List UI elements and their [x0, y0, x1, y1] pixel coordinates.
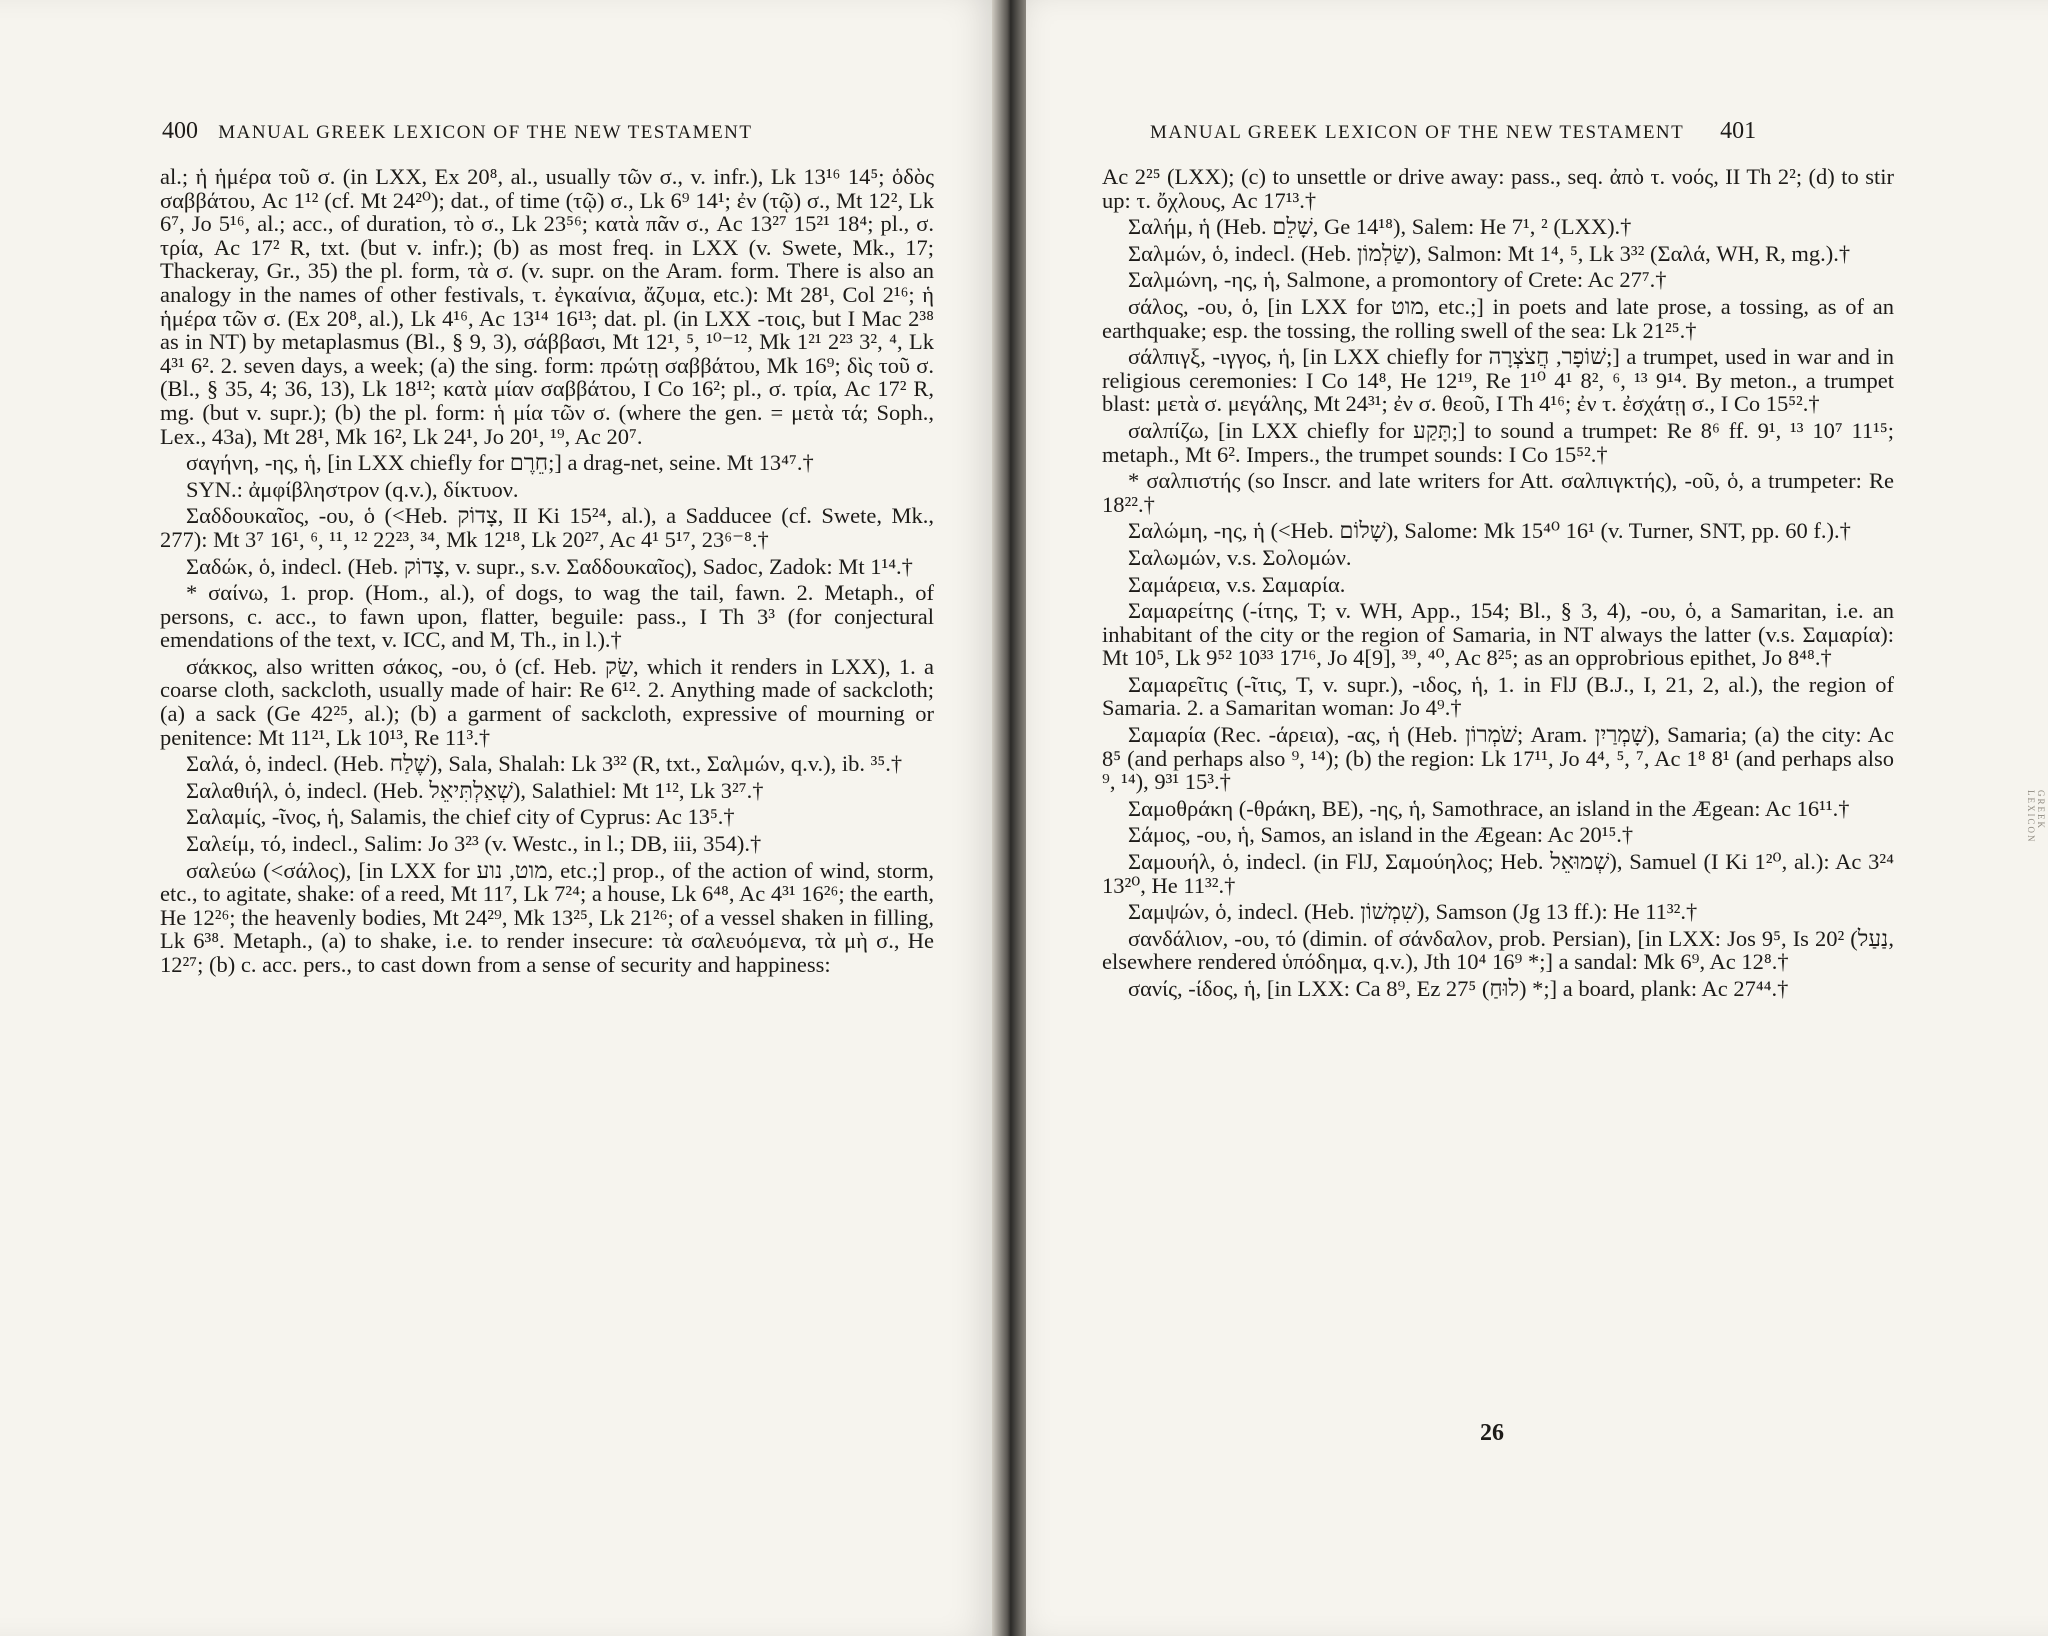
lexicon-entry: Σαμψών, ὁ, indecl. (Heb. שִׁמְשׁוֹן), Samson (Jg 13 ff.): He 11³².† — [1128, 899, 1698, 925]
lexicon-entry: Σαμαρία (Rec. -άρεια), -ας, ἡ (Heb. שֹׁמְרוֹן; Aram. שָׁמְרַיִן), Samaria; (a) the city: Ac 8⁵ (and perhaps also ⁹, ¹⁴); (b) the region: Lk 17¹¹, Jo 4⁴, ⁵, ⁷, Ac 1⁸ 8¹ (and perhaps also ⁹, ¹⁴), 9³¹ 15³.† — [1102, 722, 1895, 795]
spine-text: GREEK LEXICON — [2026, 790, 2046, 844]
lexicon-entry: σάλος, -ου, ὁ, [in LXX for מוט, etc.;] in poets and late prose, a tossing, as of an earthquake; esp. the tossing, the rolling swell of the sea: Lk 21²⁵.† — [1102, 293, 1894, 343]
lexicon-entry: σαγήνη, -ης, ἡ, [in LXX chiefly for חֵרֶם;] a drag-net, seine. Mt 13⁴⁷.† — [186, 450, 814, 476]
lexicon-entry: σαλεύω (<σάλος), [in LXX for מוט, נוע, etc.;] prop., of the action of wind, storm, etc., to agitate, shake: of a reed, Mt 11⁷, Lk 7²⁴; a house, Lk 6⁴⁸, Ac 4³¹ 16²⁶; the earth, He 12²⁶; the heavenly bodies, Mt 24²⁹, Mk 13²⁵, Lk 21²⁶; of a vessel shaken in filling, Lk 6³⁸. Metaph., (a) to shake, i.e. to render insecure: τὰ σαλευόμενα, τὰ μὴ σ., He 12²⁷; (b) c. acc. pers., to cast down from a sense of security and happiness: — [160, 857, 934, 977]
lexicon-entry: Σαλαθιήλ, ὁ, indecl. (Heb. שְׁאַלְתִּיאֵל), Salathiel: Mt 1¹², Lk 3²⁷.† — [186, 777, 764, 803]
left-page-number: 400 — [162, 118, 198, 144]
lexicon-entry: Σάμος, -ου, ἡ, Samos, an island in the Ægean: Ac 20¹⁵.† — [1128, 822, 1634, 848]
lexicon-entry: Σαμάρεια, v.s. Σαμαρία. — [1128, 571, 1346, 597]
lexicon-entry: Σαλμώνη, -ης, ἡ, Salmone, a promontory of Crete: Ac 27⁷.† — [1128, 267, 1667, 293]
lexicon-entry: σανδάλιον, -ου, τό (dimin. of σάνδαλον, prob. Persian), [in LXX: Jos 9⁵, Is 20² (נַעַל, elsewhere rendered ὑπόδημα, q.v.), Jth 10⁴ 16⁹ *;] a sandal: Mk 6⁹, Ac 12⁸.† — [1102, 925, 1894, 975]
lexicon-entry: σάκκος, also written σάκος, -ου, ὁ (cf. Heb. שַׂק, which it renders in LXX), 1. a coarse cloth, sackcloth, usually made of hair: Re 6¹². 2. Anything made of sackcloth; (a) a sack (Ge 42²⁵, al.); (b) a garment of sackcloth, expressive of mourning or penitence: Mt 11²¹, Lk 10¹³, Re 11³.† — [160, 653, 934, 750]
lexicon-entry: Σαδώκ, ὁ, indecl. (Heb. צָדוֹק, v. supr., s.v. Σαδδουκαῖος), Sadoc, Zadok: Mt 1¹⁴.† — [186, 553, 913, 579]
left-page — [0, 0, 1000, 1636]
lexicon-entry: σανίς, -ίδος, ἡ, [in LXX: Ca 8⁹, Ez 27⁵ (לוּחַ) *;] a board, plank: Ac 27⁴⁴.† — [1128, 976, 1789, 1001]
lexicon-entry: * σαλπιστής (so Inscr. and late writers for Att. σαλπιγκτής), -οῦ, ὁ, a trumpeter: Re 18²².† — [1102, 468, 1894, 517]
right-column — [1102, 165, 1894, 1004]
lexicon-entry: SYN.: ἀμφίβληστρον (q.v.), δίκτυον. — [186, 476, 519, 502]
signature-mark: 26 — [1480, 1420, 1504, 1446]
lexicon-entry: al.; ἡ ἡμέρα τοῦ σ. (in LXX, Ex 20⁸, al., usually τῶν σ., v. infr.), Lk 13¹⁶ 14⁵; ὁδὸς σαββάτου, Ac 1¹² (cf. Mt 24²⁰); dat., of time (τῷ) σ., Lk 6⁹ 14¹; ἐν (τῷ) σ., Mt 12², Lk 6⁷, Jo 5¹⁶, al.; acc., of duration, τὸ σ., Lk 23⁵⁶; κατὰ πᾶν σ., Ac 13²⁷ 15²¹ 18⁴; pl., σ. τρία, Ac 17² R, txt. (but v. infr.); (b) as most freq. in LXX (v. Swete, Mk., 17; Thackeray, Gr., 35) the pl. form, τὰ σ. (v. supr. on the Aram. form. There is also an analogy in the names of other festivals, τ. ἐγκαίνια, ἄζυμα, etc.): Mt 28¹, Col 2¹⁶; ἡ ἡμέρα τῶν σ. (Ex 20⁸, al.), Lk 4¹⁶, Ac 13¹⁴ 16¹³; dat. pl. (in LXX -τοις, but I Mac 2³⁸ as in NT) by metaplasmus (Bl., § 9, 3), σάββασι, Mt 12¹, ⁵, ¹⁰⁻¹², Mk 1²¹ 2²³ 3², ⁴, Lk 4³¹ 6². 2. seven days, a week; (a) the sing. form: πρώτῃ σαββάτου, Mk 16⁹; δὶς τοῦ σ. (Bl., § 35, 4; 36, 13), Lk 18¹²; κατὰ μίαν σαββάτου, I Co 16²; pl., σ. τρία, Ac 17² R, mg. (but v. supr.); (b) the pl. form: ἡ μία τῶν σ. (where the gen. = μετὰ τά; Soph., Lex., 43a), Mt 28¹, Mk 16², Lk 24¹, Jo 20¹, ¹⁹, Ac 20⁷. — [160, 164, 934, 449]
right-page — [1000, 0, 2048, 1636]
lexicon-entry: Σαλά, ὁ, indecl. (Heb. שֶׁלַח), Sala, Shalah: Lk 3³² (R, txt., Σαλμών, q.v.), ib. ³⁵.† — [186, 751, 903, 777]
right-running-head — [1150, 118, 1756, 145]
lexicon-entry: Ac 2²⁵ (LXX); (c) to unsettle or drive away: pass., seq. ἀπὸ τ. νοός, II Th 2²; (d) to stir up: τ. ὄχλους, Ac 17¹³.† — [1102, 164, 1894, 213]
lexicon-entry: Σαμουήλ, ὁ, indecl. (in FlJ, Σαμούηλος; Heb. שְׁמוּאֵל), Samuel (I Ki 1²⁰, al.): Ac 3²⁴ 13²⁰, He 11³².† — [1102, 849, 1894, 898]
left-running-head — [162, 118, 753, 145]
left-running-title: MANUAL GREEK LEXICON OF THE NEW TESTAMENT — [218, 122, 753, 143]
lexicon-entry: Σαμοθράκη (-θράκη, BE), -ης, ἡ, Samothrace, an island in the Ægean: Ac 16¹¹.† — [1128, 795, 1850, 821]
lexicon-entry: Σαμαρεῖτις (-ῖτις, T, v. supr.), -ιδος, ἡ, 1. in FlJ (B.J., I, 21, 2, al.), the region of Samaria. 2. a Samaritan woman: Jo 4⁹.† — [1102, 671, 1894, 721]
lexicon-entry: Σαλμών, ὁ, indecl. (Heb. שַׂלְמוֹן), Salmon: Mt 1⁴, ⁵, Lk 3³² (Σαλά, WH, R, mg.).† — [1128, 240, 1851, 266]
lexicon-entry: σάλπιγξ, -ιγγος, ἡ, [in LXX chiefly for שׁוֹפָר, חֲצֹצְרָה;] a trumpet, used in war and in religious ceremonies: I Co 14⁸, He 12¹⁹, Re 1¹⁰ 4¹ 8², ⁶, ¹³ 9¹⁴. By meton., a trumpet blast: μετὰ σ. μεγάλης, Mt 24³¹; ἐν σ. θεοῦ, I Th 4¹⁶; ἐν τ. ἐσχάτῃ σ., I Co 15⁵².† — [1102, 344, 1894, 417]
right-running-title: MANUAL GREEK LEXICON OF THE NEW TESTAMENT — [1150, 122, 1684, 143]
lexicon-entry: Σαλήμ, ἡ (Heb. שָׁלֵם, Ge 14¹⁸), Salem: He 7¹, ² (LXX).† — [1128, 214, 1632, 240]
lexicon-entry: Σαδδουκαῖος, -ου, ὁ (<Heb. צָדוֹק, II Ki 15²⁴, al.), a Sadducee (cf. Swete, Mk., 277): Mt 3⁷ 16¹, ⁶, ¹¹, ¹² 22²³, ³⁴, Mk 12¹⁸, Lk 20²⁷, Ac 4¹ 5¹⁷, 23⁶⁻⁸.† — [160, 503, 935, 552]
lexicon-entry: Σαλώμη, -ης, ἡ (<Heb. שָׁלוֹם), Salome: Mk 15⁴⁰ 16¹ (v. Turner, SNT, pp. 60 f.).† — [1128, 518, 1851, 544]
lexicon-entry: Σαλαμίς, -ῖνος, ἡ, Salamis, the chief city of Cyprus: Ac 13⁵.† — [186, 804, 735, 830]
lexicon-entry: * σαίνω, 1. prop. (Hom., al.), of dogs, to wag the tail, fawn. 2. Metaph., of persons, c. acc., to fawn upon, flatter, beguile: pass., I Th 3³ (for conjectural emendations of the text, v. ICC, and M, Th., in l.).† — [160, 580, 934, 653]
lexicon-entry: Σαλωμών, v.s. Σολομών. — [1128, 544, 1352, 570]
left-column — [160, 165, 934, 980]
book-gutter — [992, 0, 1026, 1636]
right-page-number: 401 — [1720, 118, 1757, 144]
lexicon-entry: Σαμαρείτης (-ίτης, T; v. WH, App., 154; Bl., § 3, 4), -ου, ὁ, a Samaritan, i.e. an inhabitant of the city or the region of Samaria, in NT always the latter (v.s. Σαμαρία): Mt 10⁵, Lk 9⁵² 10³³ 17¹⁶, Jo 4[9], ³⁹, ⁴⁰, Ac 8²⁵; as an opprobrious epithet, Jo 8⁴⁸.† — [1102, 598, 1894, 671]
lexicon-entry: σαλπίζω, [in LXX chiefly for תָּקַע;] to sound a trumpet: Re 8⁶ ff. 9¹, ¹³ 10⁷ 11¹⁵; metaph., Mt 6². Impers., the trumpet sounds: I Co 15⁵².† — [1102, 417, 1894, 467]
lexicon-entry: Σαλείμ, τό, indecl., Salim: Jo 3²³ (v. Westc., in l.; DB, iii, 354).† — [186, 831, 762, 857]
